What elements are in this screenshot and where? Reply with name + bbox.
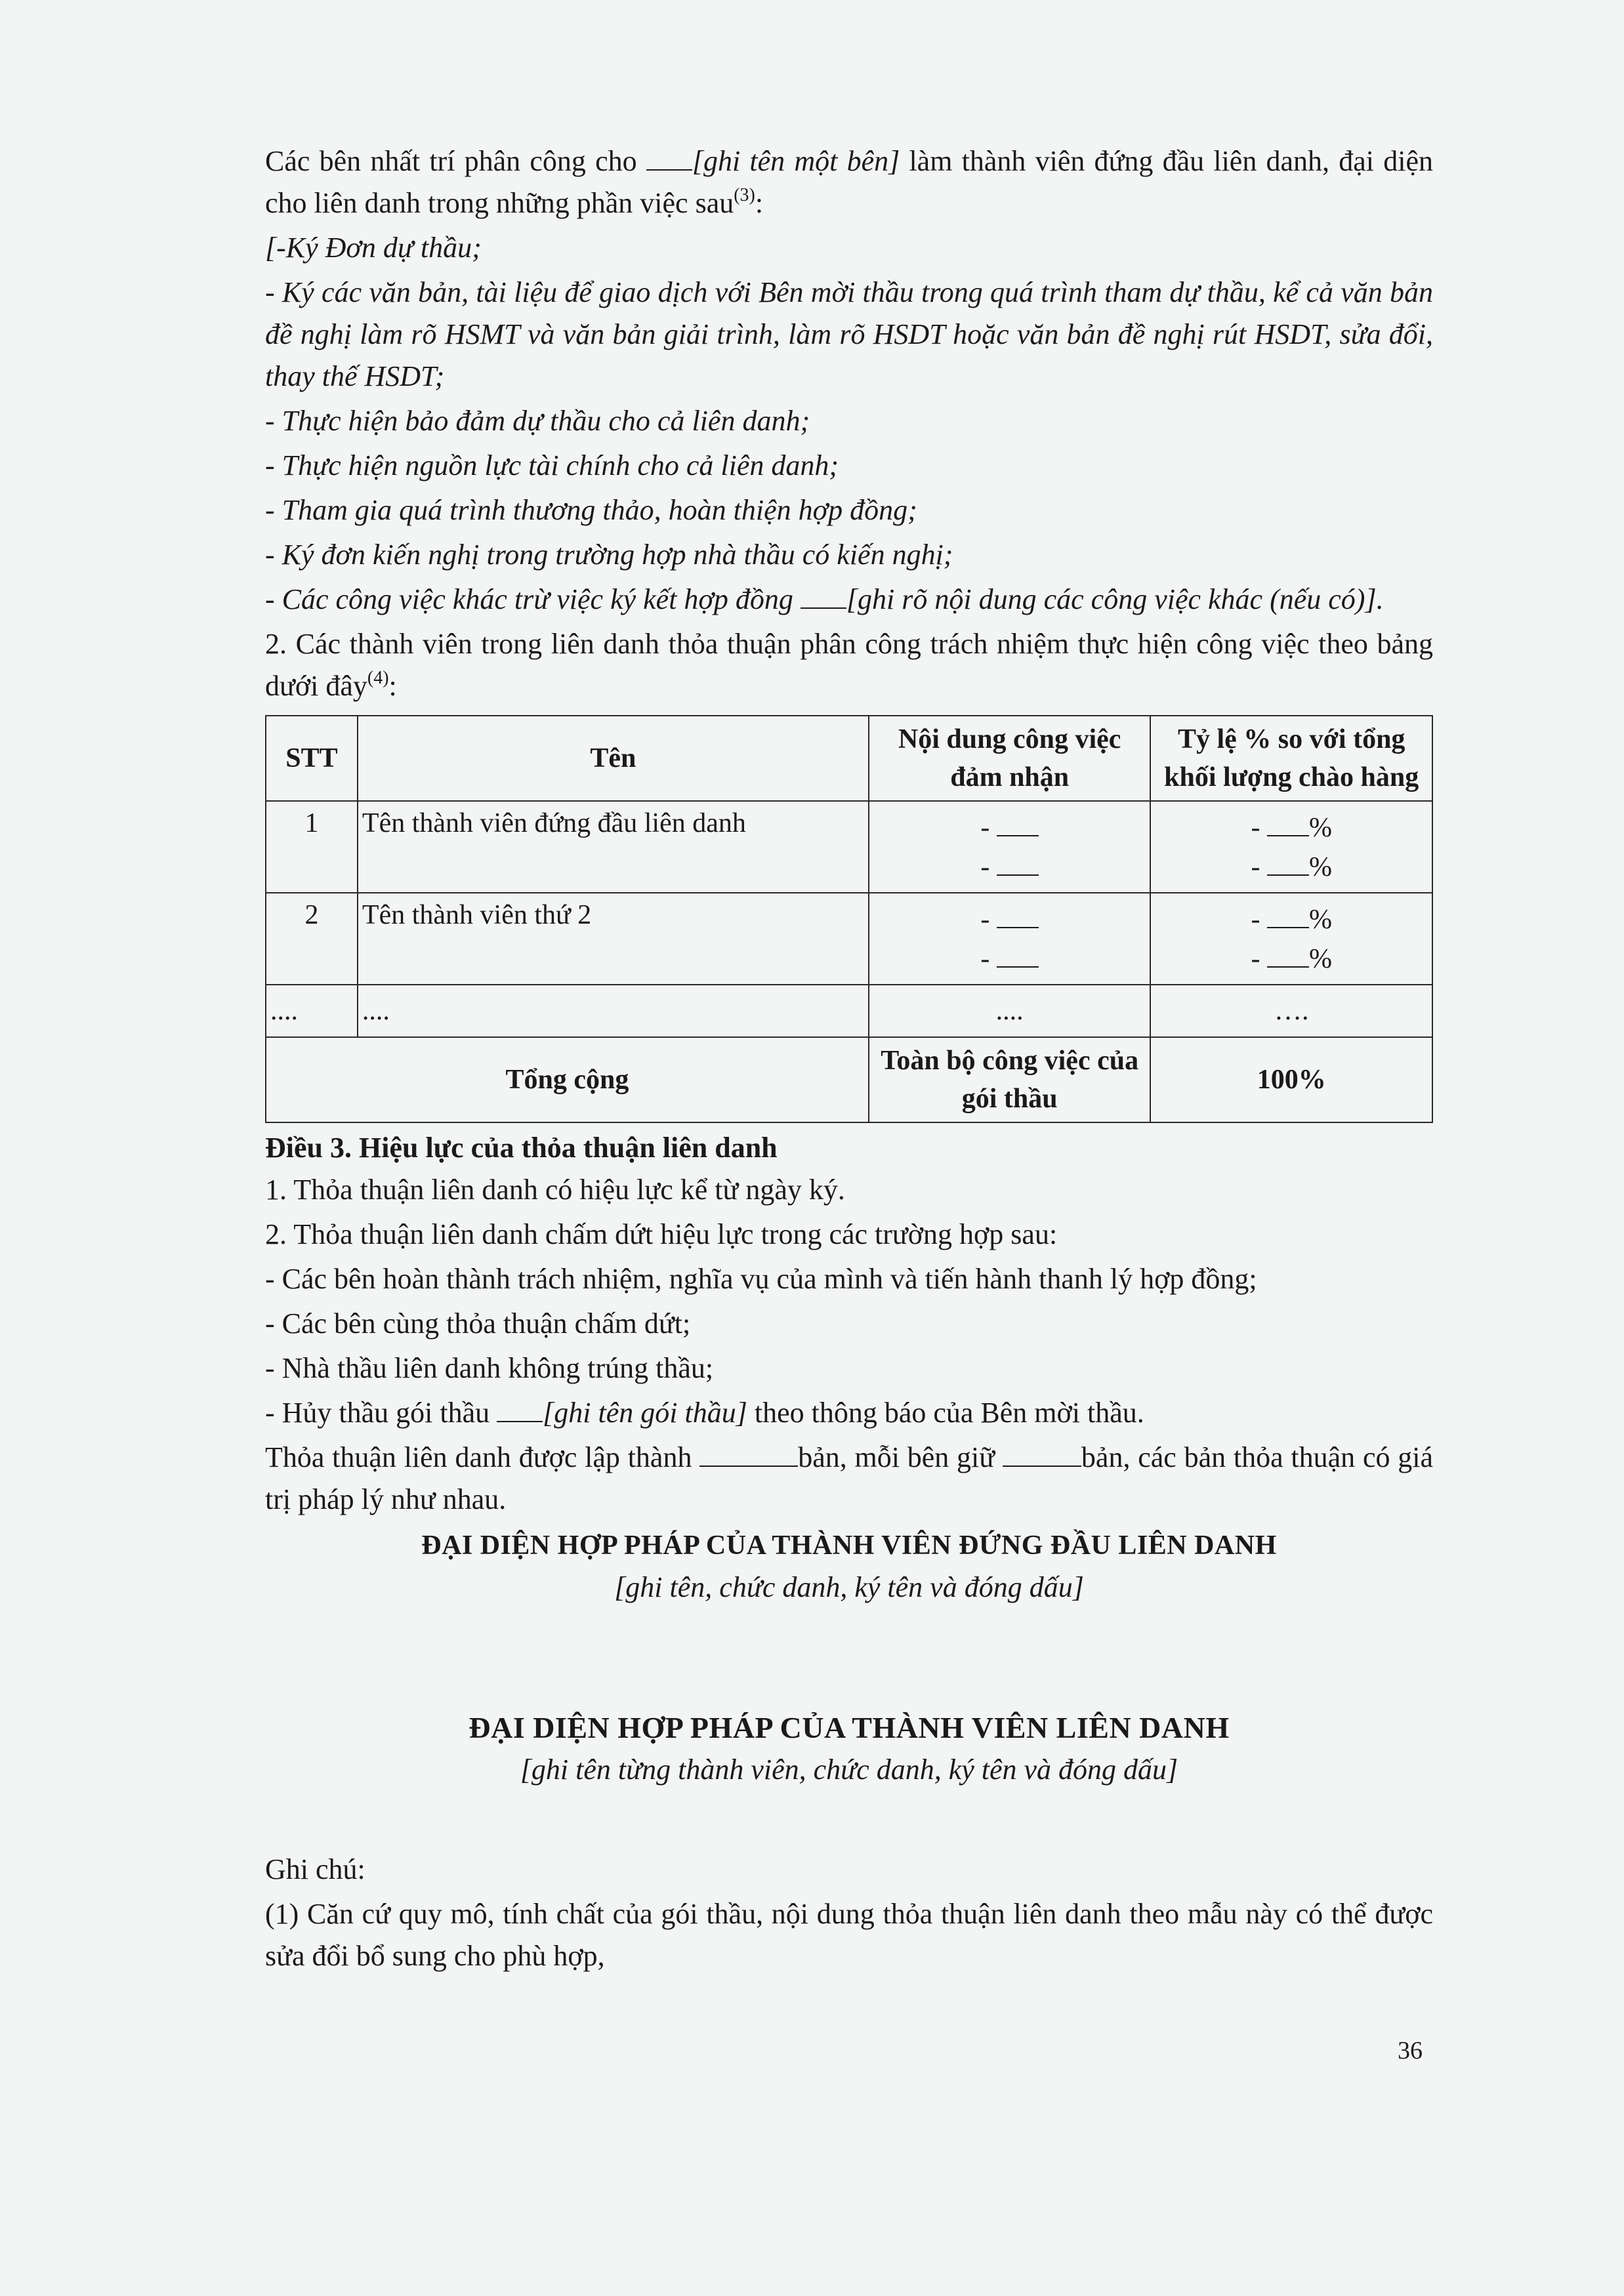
- article-3-line: - Nhà thầu liên danh không trúng thầu;: [265, 1352, 714, 1384]
- cancel-line: [265, 1392, 1433, 1434]
- header-stt: STT: [266, 716, 358, 801]
- text: theo thông báo của Bên mời thầu.: [747, 1397, 1144, 1429]
- row-task: [869, 801, 1151, 893]
- row-stt: 2: [266, 893, 358, 985]
- footnote-ref: (3): [734, 185, 755, 205]
- text: :: [755, 187, 764, 219]
- note-1: (1) Căn cứ quy mô, tính chất của gói thầu, nội dung thỏa thuận liên danh theo mẫu này có thể được sửa đổi bổ sung cho phù hợp,: [265, 1898, 1433, 1972]
- assignment-paragraph: [265, 140, 1433, 224]
- blank-line: [699, 1438, 798, 1467]
- duty-item-other: [265, 579, 1433, 621]
- placeholder-text: [ghi tên gói thầu]: [543, 1397, 747, 1429]
- text: bản, mỗi bên giữ: [798, 1441, 1003, 1473]
- dash: -: [1251, 905, 1260, 935]
- article-3-line: 2. Thỏa thuận liên danh chấm dứt hiệu lực trong các trường hợp sau:: [265, 1218, 1058, 1250]
- row-name: Tên thành viên thứ 2: [358, 893, 869, 985]
- row-name: ....: [358, 985, 869, 1037]
- article-3-line: 1. Thỏa thuận liên danh có hiệu lực kể từ ngày ký.: [265, 1174, 845, 1206]
- header-ratio: Tỷ lệ % so với tổng khối lượng chào hàng: [1150, 716, 1432, 801]
- text: làm thành viên đứng đầu liên danh, đại diện cho liên danh trong những phần việc sau: [265, 145, 1433, 219]
- lead-member-signature-note: [ghi tên, chức danh, ký tên và đóng dấu]: [614, 1571, 1084, 1603]
- blank-line: [1267, 939, 1309, 968]
- blank-line: [997, 808, 1039, 836]
- row-ratio: ….: [1150, 985, 1432, 1037]
- duty-item: - Thực hiện nguồn lực tài chính cho cả liên danh;: [265, 449, 839, 482]
- dash: -: [980, 944, 990, 974]
- text: Các bên nhất trí phân công cho: [265, 145, 646, 177]
- row-ratio: [1150, 801, 1432, 893]
- duty-item: - Ký các văn bản, tài liệu để giao dịch với Bên mời thầu trong quá trình tham dự thầu, kể cả văn bản đề nghị làm rõ HSMT và văn bản giải trình, làm rõ HSDT hoặc văn bản đề nghị rút HSDT, sửa đổi, thay thế HSDT;: [265, 276, 1433, 392]
- percent-sign: %: [1308, 944, 1332, 974]
- duty-item: - Tham gia quá trình thương thảo, hoàn thiện hợp đồng;: [265, 494, 917, 526]
- dash: -: [1251, 944, 1260, 974]
- footnote-ref: (4): [367, 668, 389, 688]
- dash: -: [980, 852, 990, 882]
- duty-item: - Ký đơn kiến nghị trong trường hợp nhà thầu có kiến nghị;: [265, 539, 953, 571]
- percent-sign: %: [1308, 813, 1332, 843]
- blank-line: [997, 899, 1039, 928]
- percent-sign: %: [1308, 852, 1332, 882]
- blank-line: [1267, 847, 1309, 876]
- member-signature-note: [ghi tên từng thành viên, chức danh, ký tên và đóng dấu]: [520, 1753, 1178, 1786]
- dash: -: [980, 905, 990, 935]
- notes-title: Ghi chú:: [265, 1853, 365, 1885]
- table-row: [266, 801, 1432, 893]
- responsibility-table: [265, 715, 1433, 1123]
- text: bản, các bản thỏa thuận có giá trị pháp lý như nhau.: [265, 1441, 1433, 1515]
- blank-line: [1003, 1438, 1081, 1467]
- text: 2. Các thành viên trong liên danh thỏa thuận phân công trách nhiệm thực hiện công việc theo bảng dưới đây: [265, 628, 1433, 702]
- page-content: [265, 140, 1433, 1977]
- dash: -: [1251, 813, 1260, 843]
- lead-member-signature-title: ĐẠI DIỆN HỢP PHÁP CỦA THÀNH VIÊN ĐỨNG ĐẦU LIÊN DANH: [421, 1530, 1277, 1561]
- page-number: 36: [1398, 2037, 1423, 2064]
- table-row-ellipsis: [266, 985, 1432, 1037]
- row-task: ....: [869, 985, 1151, 1037]
- blank-line: [1267, 899, 1309, 928]
- total-task: Toàn bộ công việc của gói thầu: [869, 1037, 1151, 1122]
- row-name: Tên thành viên đứng đầu liên danh: [358, 801, 869, 893]
- row-ratio: [1150, 893, 1432, 985]
- total-ratio: 100%: [1150, 1037, 1432, 1122]
- text: Thỏa thuận liên danh được lập thành: [265, 1441, 700, 1473]
- table-total-row: [266, 1037, 1432, 1122]
- table-intro-paragraph: [265, 623, 1433, 707]
- member-signature-title: ĐẠI DIỆN HỢP PHÁP CỦA THÀNH VIÊN LIÊN DANH: [468, 1711, 1230, 1744]
- text: - Các công việc khác trừ việc ký kết hợp đồng: [265, 583, 801, 615]
- placeholder-text: [ghi rõ nội dung các công việc khác (nếu có)].: [846, 583, 1384, 615]
- row-stt: ....: [266, 985, 358, 1037]
- article-3-title: Điều 3. Hiệu lực của thỏa thuận liên danh: [265, 1132, 778, 1164]
- header-task: Nội dung công việc đảm nhận: [869, 716, 1151, 801]
- duty-item: [-Ký Đơn dự thầu;: [265, 232, 482, 264]
- text: :: [388, 670, 397, 702]
- blank-line: [1267, 808, 1309, 836]
- blank-line: [801, 580, 846, 609]
- text: - Hủy thầu gói thầu: [265, 1397, 497, 1429]
- row-stt: 1: [266, 801, 358, 893]
- row-task: [869, 893, 1151, 985]
- copies-paragraph: [265, 1437, 1433, 1521]
- duty-item: - Thực hiện bảo đảm dự thầu cho cả liên danh;: [265, 405, 810, 437]
- table-row: [266, 893, 1432, 985]
- header-name: Tên: [358, 716, 869, 801]
- table-header-row: [266, 716, 1432, 801]
- percent-sign: %: [1308, 905, 1332, 935]
- article-3-line: - Các bên hoàn thành trách nhiệm, nghĩa vụ của mình và tiến hành thanh lý hợp đồng;: [265, 1263, 1257, 1295]
- blank-line: [997, 847, 1039, 876]
- blank-line: [497, 1393, 543, 1422]
- blank-line: [646, 142, 692, 171]
- blank-line: [997, 939, 1039, 968]
- placeholder-text: [ghi tên một bên]: [692, 145, 900, 177]
- article-3-line: - Các bên cùng thỏa thuận chấm dứt;: [265, 1307, 691, 1340]
- dash: -: [1251, 852, 1260, 882]
- total-label: Tổng cộng: [266, 1037, 869, 1122]
- dash: -: [980, 813, 990, 843]
